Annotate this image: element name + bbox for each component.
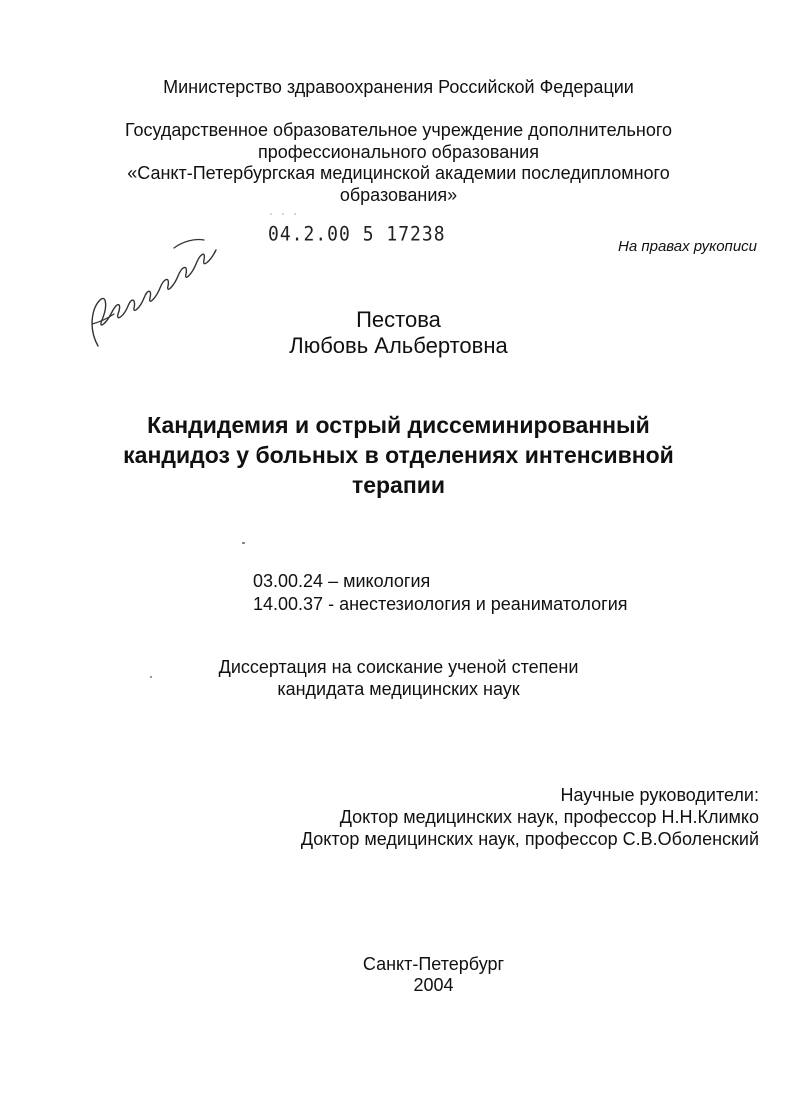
institution-line-2: профессионального образования — [258, 142, 539, 162]
institution-line-3: «Санкт-Петербургская медицинской академии последипломного — [127, 163, 670, 183]
author-name: Любовь Альбертовна — [289, 333, 508, 358]
archive-stamp-number: 04.2.00 5 17238 — [268, 222, 446, 247]
specialty-2: 14.00.37 - анестезиология и реаниматология — [253, 594, 628, 614]
supervisors-heading: Научные руководители: — [560, 785, 759, 805]
dissertation-line-2: кандидата медицинских наук — [277, 679, 520, 699]
specialty-1: 03.00.24 – микология — [253, 571, 431, 591]
rights-note: На правах рукописи — [618, 238, 757, 255]
author-surname: Пестова — [356, 307, 441, 332]
year: 2004 — [413, 975, 454, 995]
title-line-1: Кандидемия и острый диссеминированный — [147, 412, 650, 438]
title-line-3: терапии — [351, 472, 446, 498]
supervisor-1: Доктор медицинских наук, профессор Н.Н.Климко — [339, 807, 759, 827]
scan-speck — [242, 542, 245, 544]
dissertation-line-1: Диссертация на соискание ученой степени — [218, 657, 579, 677]
institution-line-1: Государственное образовательное учреждение дополнительного — [124, 120, 673, 140]
ministry-name: Министерство здравоохранения Российской Федерации — [163, 77, 634, 97]
city: Санкт-Петербург — [362, 954, 505, 974]
supervisor-2: Доктор медицинских наук, профессор С.В.Оболенский — [300, 829, 759, 849]
title-line-2: кандидоз у больных в отделениях интенсивной — [123, 442, 674, 468]
institution-line-4: образования» — [339, 185, 458, 205]
stamp-marks: ˙ ˙ ˙ — [268, 213, 299, 224]
